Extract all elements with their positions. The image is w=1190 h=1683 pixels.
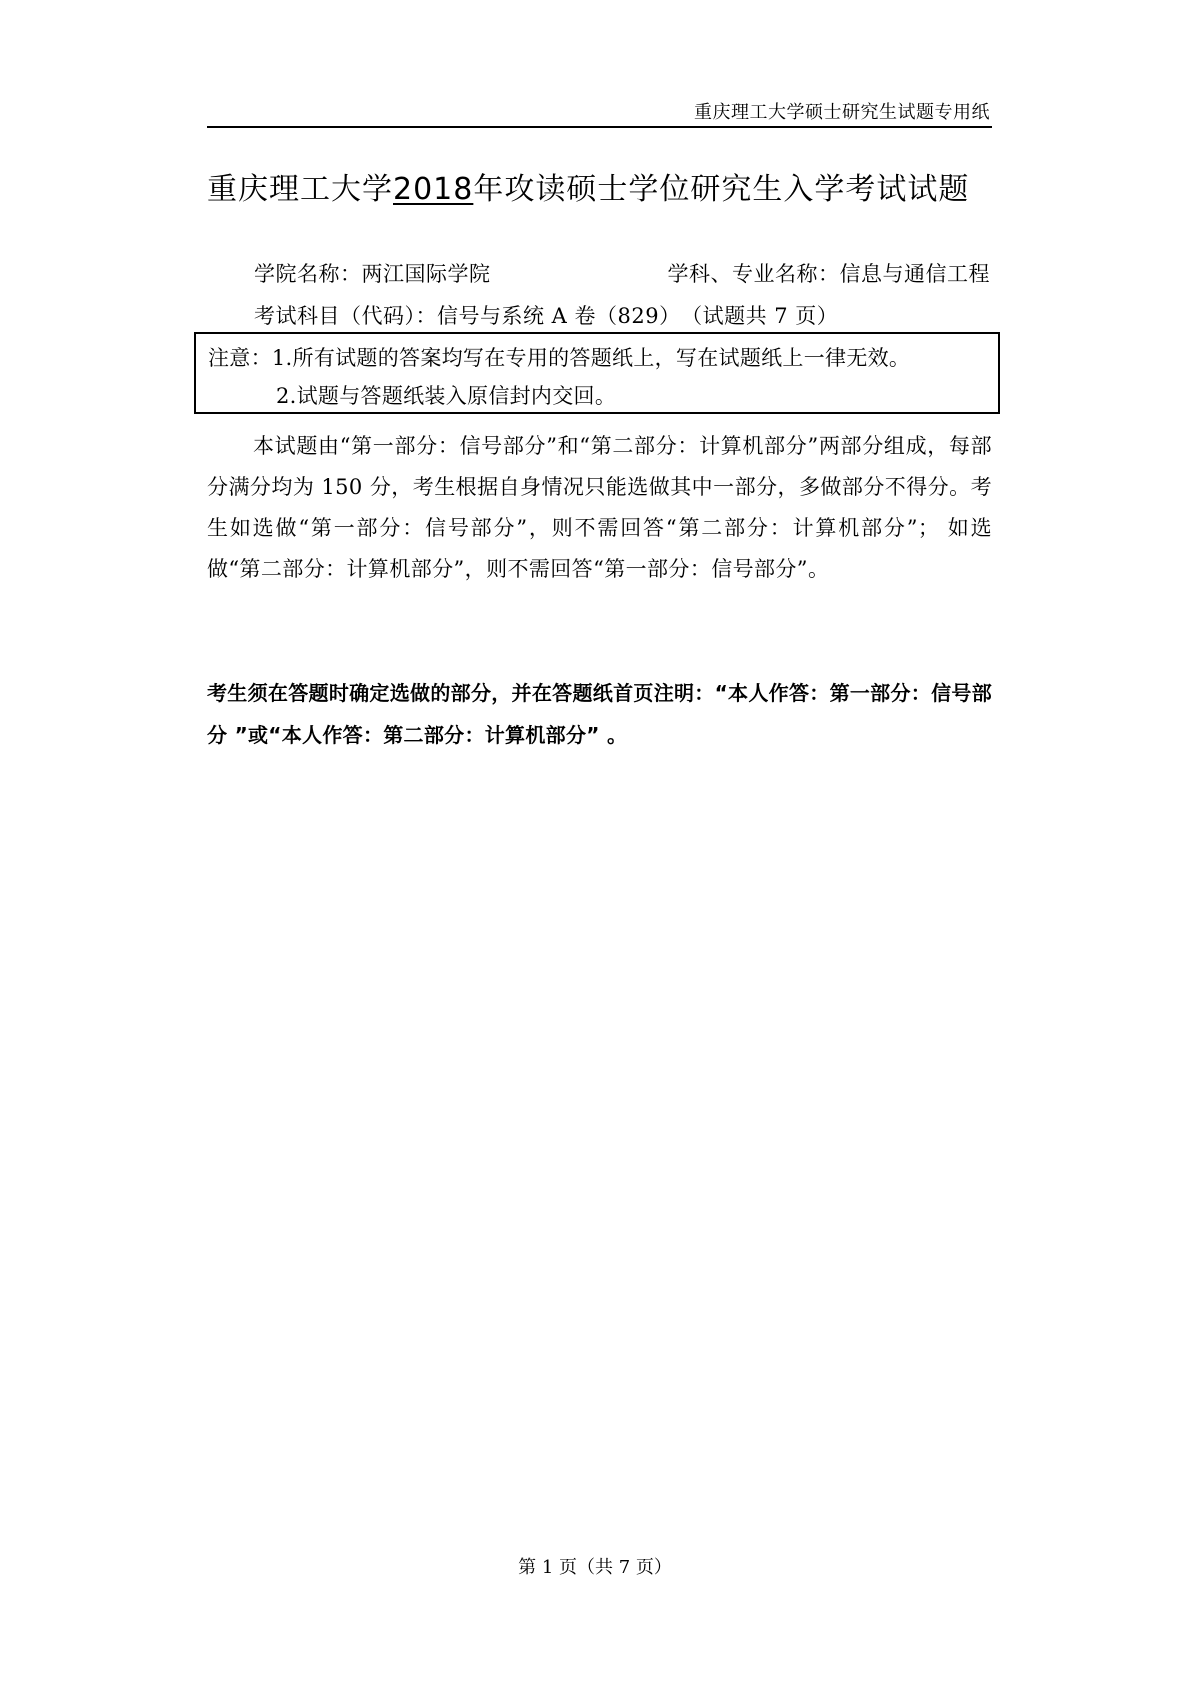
title-suffix: 年攻读硕士学位研究生入学考试试题: [473, 172, 970, 207]
page-header: 重庆理工大学硕士研究生试题专用纸: [694, 102, 990, 123]
notice-item-1: 注意：1.所有试题的答案均写在专用的答题纸上，写在试题纸上一律无效。: [208, 346, 911, 370]
exam-subject: 考试科目（代码）：信号与系统 A 卷（829） （试题共 7 页）: [254, 304, 839, 328]
page-title: [207, 164, 992, 208]
page-number: 第 1 页（共 7 页）: [518, 1557, 672, 1578]
header-rule: [207, 126, 992, 128]
notice-box: [194, 332, 1000, 414]
title-year: 2018: [393, 172, 474, 207]
college-name: 学院名称：两江国际学院: [254, 262, 491, 286]
notice-item-2: 2.试题与答题纸装入原信封内交回。: [276, 384, 617, 408]
title-prefix: 重庆理工大学: [207, 172, 393, 207]
instructions-paragraph: 本试题由“第一部分：信号部分”和“第二部分：计算机部分”两部分组成，每部分满分均为 150 分，考生根据自身情况只能选做其中一部分，多做部分不得分。考生如选做“第一部分：信号部分”，则不需回答“第二部分：计算机部分”； 如选做“第二部分：计算机部分”，则不需回答“第一部分：信号部分”。: [207, 434, 992, 581]
answer-note-paragraph: 考生须在答题时确定选做的部分，并在答题纸首页注明：“本人作答：第一部分：信号部分 ”或“本人作答：第二部分：计算机部分” 。: [207, 681, 992, 747]
major-name: 学科、专业名称：信息与通信工程: [667, 262, 990, 286]
